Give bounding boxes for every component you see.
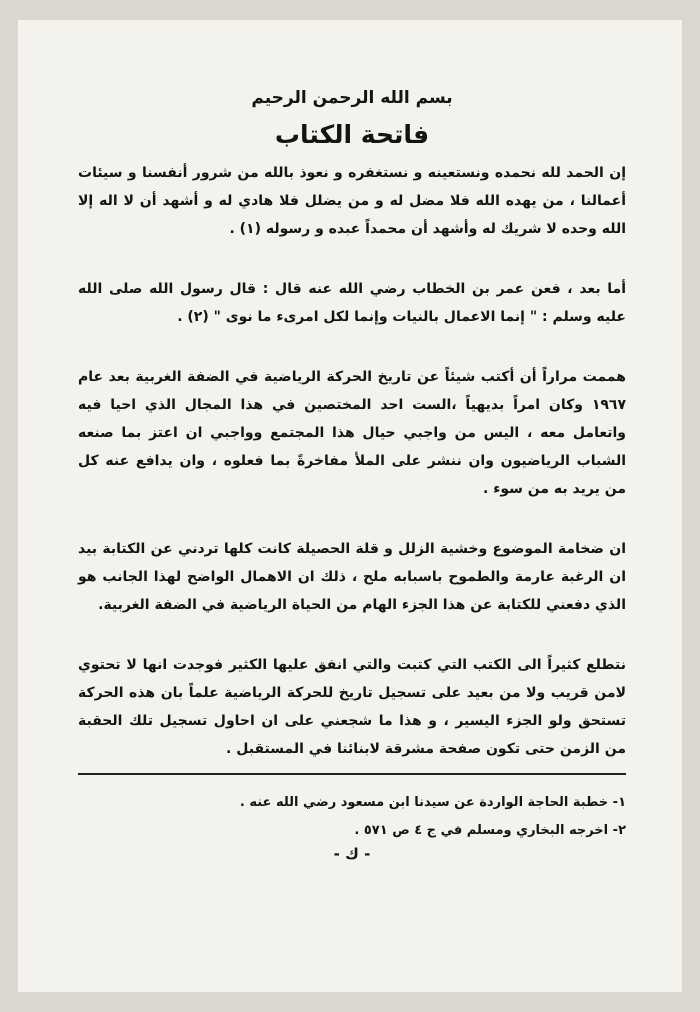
paragraph-opening: إن الحمد لله نحمده ونستعينه و نستغفره و نعوذ بالله من شرور أنفسنا و سيئات أعمالنا ، من يهده الله فلا مضل له و من يضلل فلا هادي له و أشهد أن لا اله إلا الله وحده لا شريك له وأشهد أن محمداً عبده و رسوله (١) . (78, 165, 626, 237)
document-page (18, 20, 682, 992)
page-title: فاتحة الكتاب (274, 120, 430, 149)
page-number: - ك - (333, 845, 371, 863)
footnote-1: ١- خطبة الحاجة الواردة عن سيدنا ابن مسعود رضي الله عنه . (239, 795, 626, 810)
footnote-2: ٢- اخرجه البخاري ومسلم في ج ٤ ص ٥٧١ . (354, 823, 626, 838)
paragraph-intent: هممت مراراً أن أكتب شيئاً عن تاريخ الحركة الرياضية في الضفة الغربية بعد عام ١٩٦٧ وكان امراً بديهياً ،الست احد المختصين في هذا المجال الذي احيا فيه واتعامل معه ، اليس من واجبي حيال هذا المجتمع وواجبي ان اعتز بما صنعه الشباب الرياضيون وان ننشر على الملأ مفاخرةً بما فعلوه ، وان يدافع عنه كل من يريد به من سوء . (78, 369, 626, 497)
basmala-heading: بسم الله الرحمن الرحيم (251, 88, 453, 108)
page-content (78, 84, 626, 863)
paragraph-motivation: ان ضخامة الموضوع وخشية الزلل و قلة الحصيلة كانت كلها تردني عن الكتابة بيد ان الرغبة عارمة والطموح باسبابه ملح ، ذلك ان الاهمال الواضح لهذا الجانب هو الذي دفعني للكتابة عن هذا الجزء الهام من الحياة الرياضية في الضفة الغربية. (78, 541, 626, 613)
footnote-separator (78, 773, 626, 775)
paragraph-purpose: نتطلع كثيراً الى الكتب التي كتبت والتي انفق عليها الكثير فوجدت انها لا تحتوي لامن قريب ولا من بعيد على تسجيل تاريخ للحركة الرياضية علماً بان هذه الحركة تستحق ولو الجزء اليسير ، و هذا ما شجعني على ان احاول تسجيل تلك الحقبة من الزمن حتى تكون صفحة مشرقة لابنائنا في المستقبل . (78, 657, 626, 757)
paragraph-hadith: أما بعد ، فعن عمر بن الخطاب رضي الله عنه قال : قال رسول الله صلى الله عليه وسلم : " إنما الاعمال بالنيات وإنما لكل امرىء ما نوى " (٢) . (78, 281, 626, 325)
